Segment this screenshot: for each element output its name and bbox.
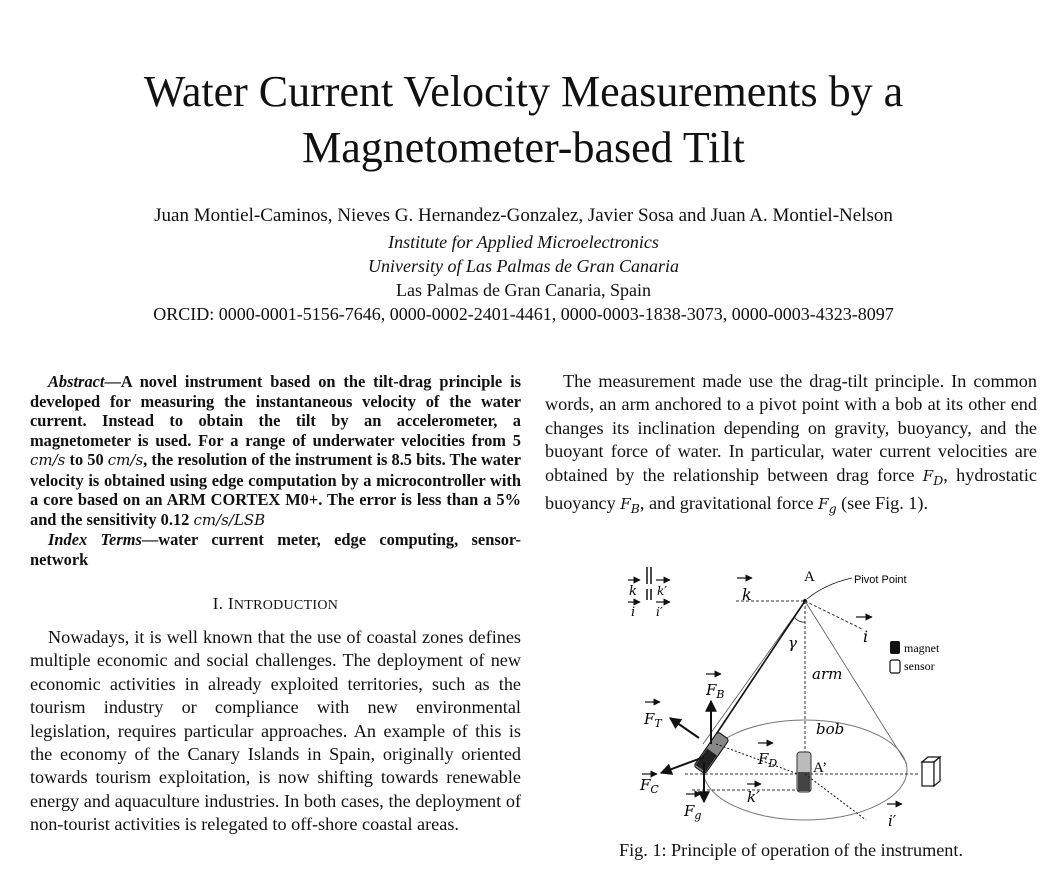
paper-title [0, 64, 1047, 176]
author-list: Juan Montiel-Caminos, Nieves G. Hernandez-Gonzalez, Javier Sosa and Juan A. Montiel-Nelson [154, 205, 893, 226]
abstract-unit-2: cm/s [107, 451, 144, 469]
buoyancy-symbol: $F_B$ [620, 495, 640, 517]
abstract-unit-3: cm/s/LSB [193, 510, 266, 529]
section-number: I. [212, 594, 228, 613]
section-rest: NTRODUCTION [233, 598, 339, 613]
label-i-prime: i′ [888, 812, 897, 830]
principle-paragraph [545, 370, 1037, 520]
legend-magnet [890, 641, 940, 655]
abstract-label: Abstract [48, 372, 105, 391]
legend-i: i [631, 605, 636, 620]
legend-sensor [890, 659, 935, 673]
affiliation-institute: Institute for Applied Microelectronics [388, 232, 659, 252]
legend-k: k [629, 584, 637, 599]
label-k-prime: k′ [747, 788, 760, 806]
section-heading-introduction [30, 594, 521, 614]
introduction-paragraph: Nowadays, it is well known that the use of coastal zones defines multiple economic and social challenges. The deployment of new economic activities in already exploited territories, such as the tourism industry or compliance with new environmental legislation, requires particular approaches. An example of this is the economy of the Canary Islands in Spain, originally oriented towards tourism exploitation, is now shifting towards renewable energy and aquaculture industries. In both cases, the deployment of non-tourist activities is relegated to off-shore coastal areas. [30, 627, 521, 835]
label-ft: $F_T$ [644, 710, 662, 730]
legend-k-prime: k′ [657, 584, 667, 598]
affiliation-university: University of Las Palmas de Gran Canaria [367, 256, 679, 276]
sensor-box [922, 757, 940, 786]
principle-text-4: (see Fig. 1). [836, 493, 929, 514]
index-terms-label: Index Terms [48, 530, 142, 549]
svg-text:sensor: sensor [904, 659, 935, 673]
affiliation-location: Las Palmas de Gran Canaria, Spain [396, 280, 651, 300]
abstract-text-1: A novel instrument based on the tilt-drag principle is developed for measuring the instantaneous velocity of the water current. Instead to obtain the tilt by an accelerometer, a magnetometer is used. For a range of underwater velocities from 5 [30, 372, 521, 450]
principle-text-2: , hydrostatic buoyancy [545, 464, 1037, 514]
label-fg: $F_g$ [684, 802, 702, 822]
label-bob: bob [816, 720, 845, 738]
gravity-symbol: $F_g$ [818, 495, 837, 517]
principle-text-3: , and gravitational force [639, 493, 819, 514]
label-k: k [742, 585, 752, 604]
abstract-unit-1: cm/s [30, 451, 66, 469]
section-initial: I [227, 594, 234, 613]
left-column [30, 372, 521, 569]
figure-caption: Fig. 1: Principle of operation of the instrument. [619, 840, 963, 860]
figure-1 [600, 562, 980, 834]
label-a: A [804, 569, 815, 585]
svg-text:magnet: magnet [904, 641, 940, 655]
legend-i-prime: i′ [656, 605, 663, 619]
orcid-line: ORCID: 0000-0001-5156-7646, 0000-0002-2401-4461, 0000-0003-1838-3073, 0000-0003-4323-8097 [153, 304, 894, 324]
title-line-2: Magnetometer-based Tilt [302, 123, 745, 172]
title-line-1: Water Current Velocity Measurements by a [143, 67, 904, 116]
index-terms: Index Terms—water current meter, edge computing, sensor-network [30, 530, 522, 569]
abstract-text-2: to 50 [65, 450, 108, 469]
principle-text-1: The measurement made use the drag-tilt principle. In common words, an arm anchored to a pivot point with a bob at its other end changes its inclination depending on gravity, buoyancy, and the buoyant force of water. In particular, water current velocities are obtained by the relationship between drag force [545, 371, 1037, 485]
label-fc: $F_C$ [640, 776, 659, 796]
tilt-drag-diagram [600, 562, 980, 834]
label-a-prime: A’ [813, 760, 828, 776]
index-terms-text: water current meter, edge computing, sensor-network [30, 530, 522, 569]
abstract: Abstract—A novel instrument based on the tilt-drag principle is developed for measuring the instantaneous velocity of the water current. Instead to obtain the tilt by an accelerometer, a magnetometer is used. For a range of underwater velocities from 5 cm/s to 50 cm/s, the resolution of the instrument is 8.5 bits. The water velocity is obtained using edge computation by a microcontroller with a core based on an ARM CORTEX M0+. The error is less than a 5% and the sensitivity 0.12 cm/s/LSB [30, 372, 521, 529]
drag-force-symbol: $F_D$ [922, 466, 944, 488]
label-i: i [863, 627, 869, 646]
label-fd: $F_D$ [758, 750, 778, 770]
label-fb: $F_B$ [706, 681, 725, 701]
label-pivot-point: Pivot Point [854, 574, 907, 586]
label-arm: arm [812, 665, 843, 683]
axis-legend [628, 567, 670, 620]
label-gamma: γ [788, 634, 797, 652]
abstract-text-3: , the resolution of the instrument is 8.5 bits. The water velocity is obtained using edge computation by a microcontroller with a core based on an ARM CORTEX M0+. The error is less than a 5% and the sensitivity 0.12 [30, 450, 521, 529]
